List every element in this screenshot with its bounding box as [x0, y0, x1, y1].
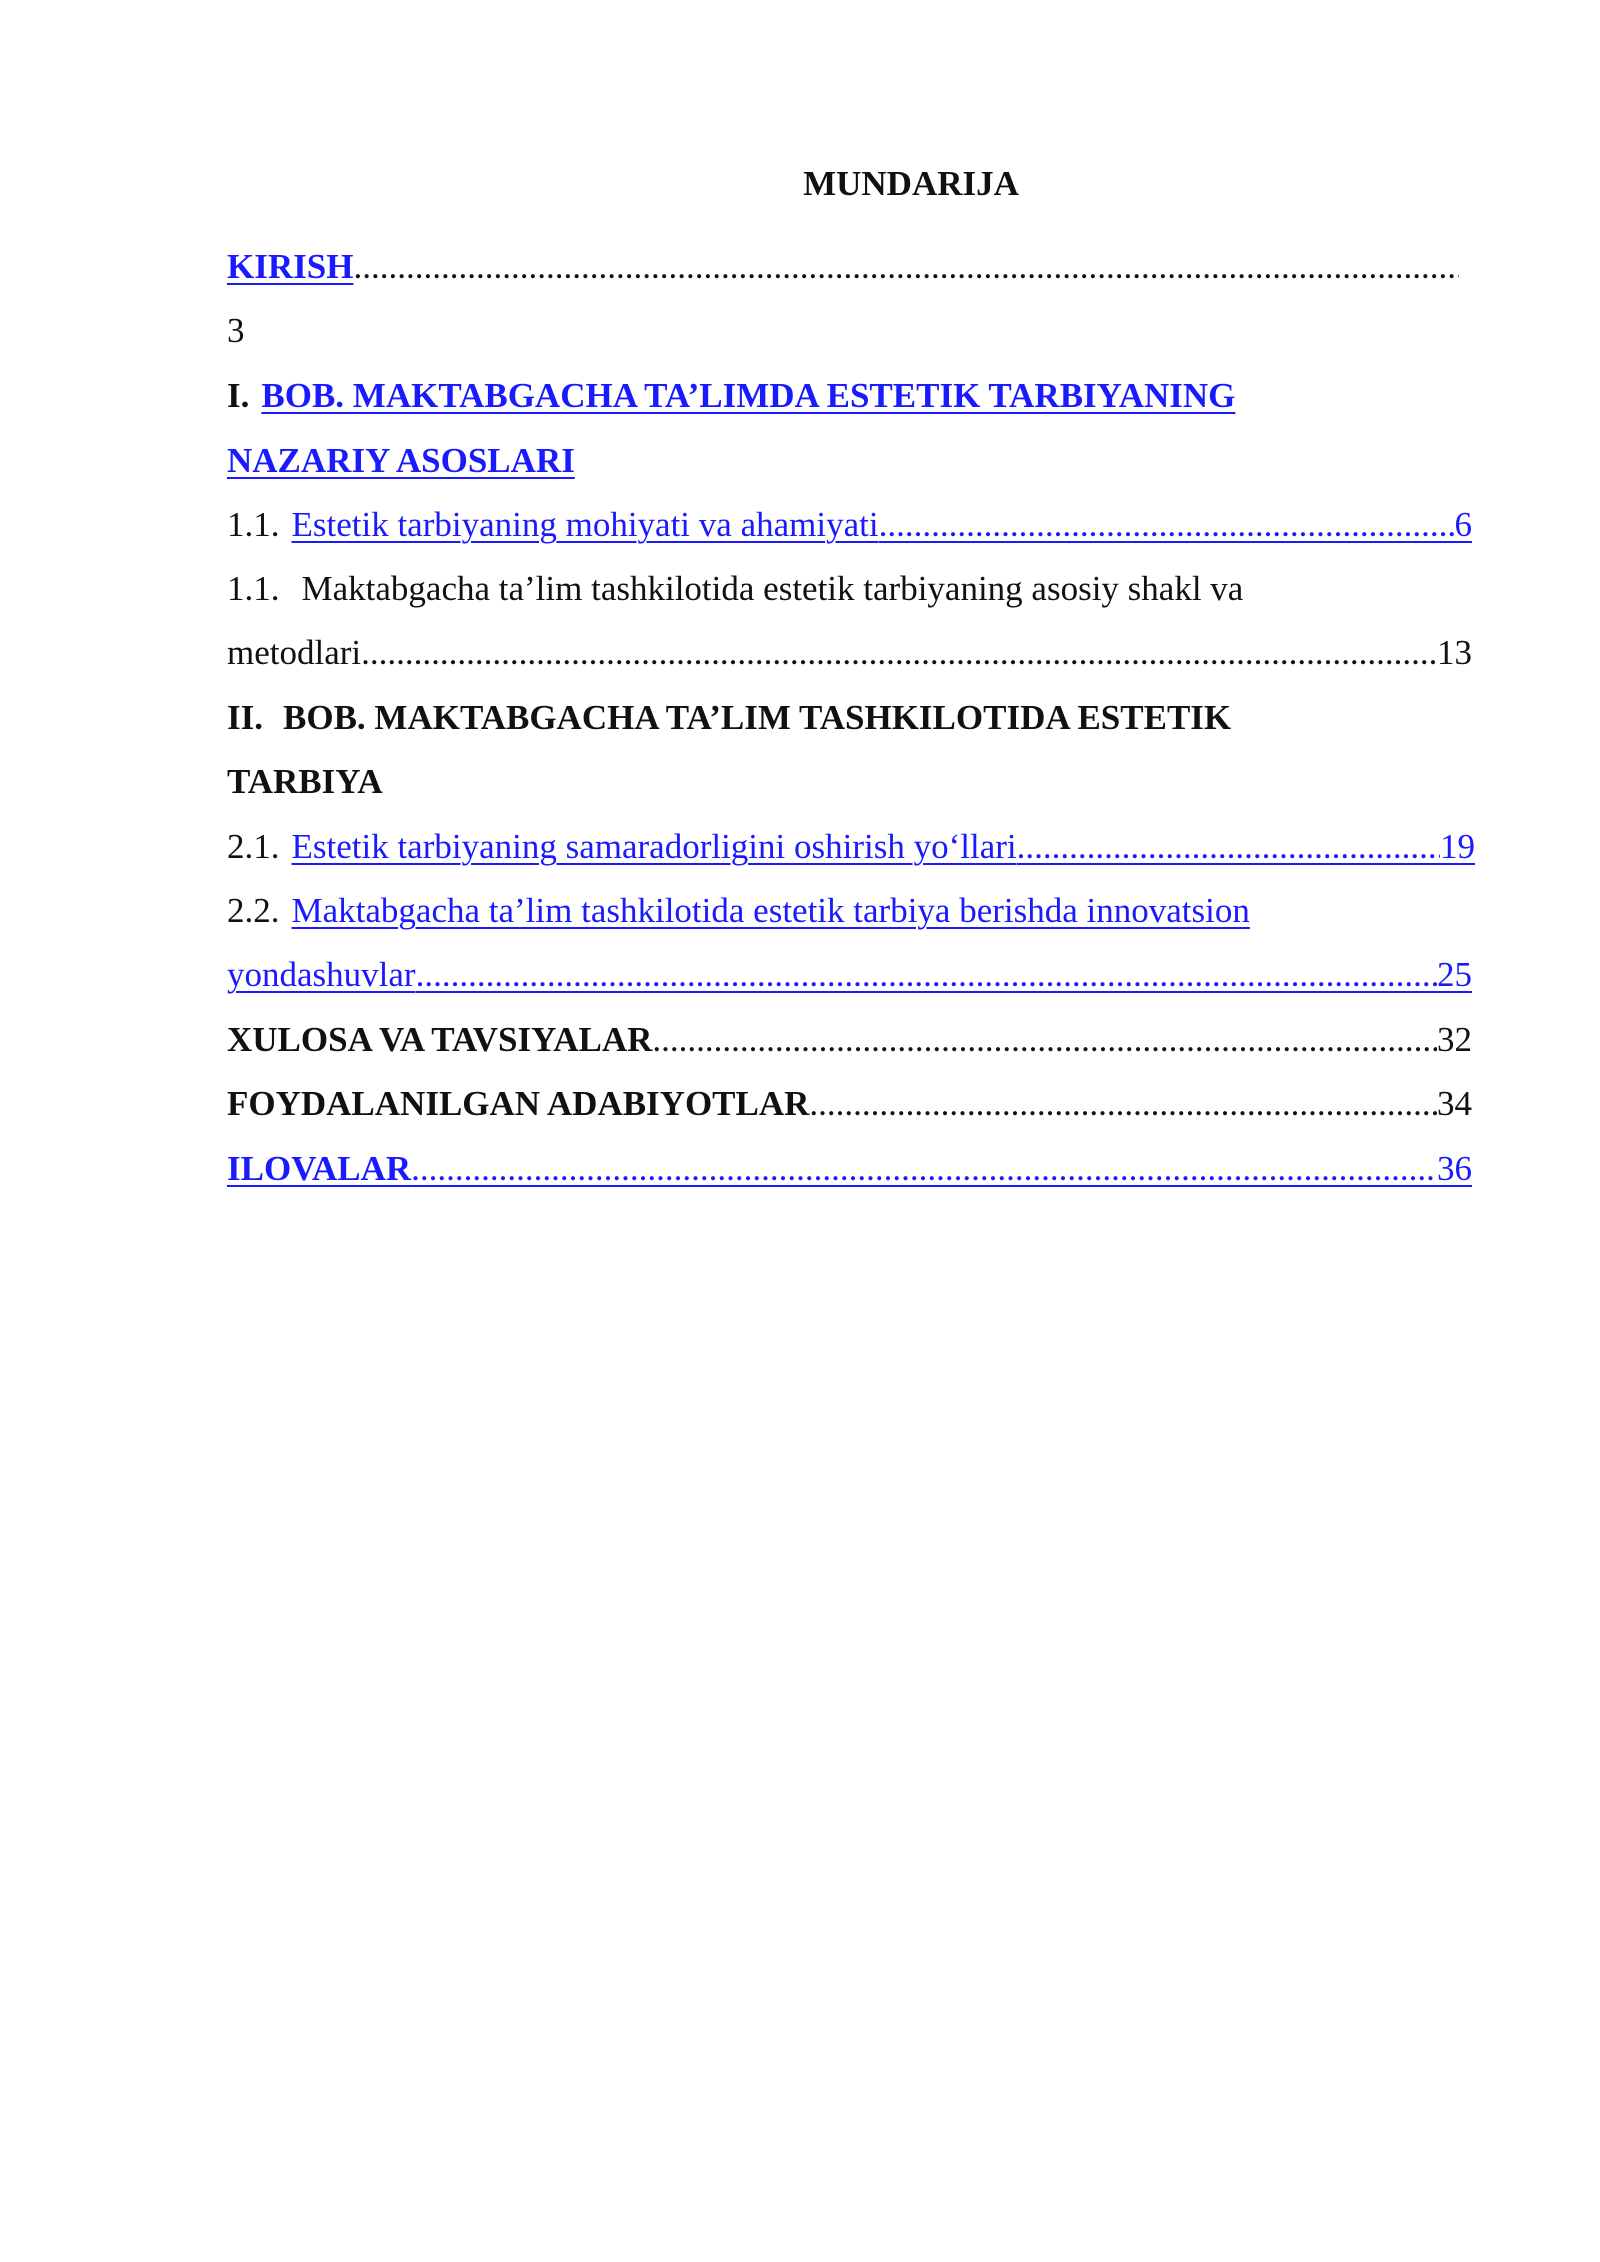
toc-text-1-1b-cont[interactable]: metodlari [227, 633, 362, 672]
toc-entry-chapter-2-cont[interactable] [227, 750, 1472, 814]
toc-entry-adabiyotlar[interactable] [227, 1072, 1472, 1136]
page-number: 13 [1437, 633, 1472, 672]
dot-leader [809, 1072, 1437, 1136]
dot-leader [879, 493, 1455, 557]
page-number: 34 [1437, 1084, 1472, 1123]
chapter-number: I. [227, 376, 250, 415]
toc-page-kirish [227, 299, 1472, 363]
section-number: 2.2. [227, 891, 280, 930]
toc-entry-2-1[interactable] [227, 815, 1475, 879]
toc-link-chapter-1[interactable]: BOB. MAKTABGACHA TA’LIMDA ESTETIK TARBIYANING [261, 376, 1236, 415]
toc-entry-1-1b-cont[interactable] [227, 621, 1472, 685]
toc-link-2-1[interactable]: Estetik tarbiyaning samaradorligini oshirish yo‘llari [291, 827, 1017, 866]
dot-leader [361, 621, 1437, 685]
toc-entry-1-1[interactable] [227, 493, 1472, 557]
page-number[interactable]: 6 [1454, 505, 1472, 544]
toc-link-2-2[interactable]: Maktabgacha ta’lim tashkilotida estetik tarbiya berishda innovatsion [291, 891, 1250, 930]
dot-leader [353, 235, 1459, 299]
toc-entry-2-2-cont[interactable] [227, 943, 1472, 1007]
dot-leader [416, 943, 1437, 1007]
chapter-number: II. [227, 698, 263, 737]
page-number[interactable]: 36 [1437, 1149, 1472, 1188]
dot-leader [411, 1137, 1437, 1201]
page-title: MUNDARIJA [803, 164, 1019, 203]
toc-text-chapter-2-cont[interactable]: TARBIYA [227, 762, 383, 801]
toc-text-adabiyotlar[interactable]: FOYDALANILGAN ADABIYOTLAR [227, 1084, 810, 1123]
page-number[interactable]: 19 [1440, 827, 1475, 866]
page-number: 3 [227, 311, 245, 350]
dot-leader [1017, 815, 1440, 879]
toc-link-ilovalar[interactable]: ILOVALAR [227, 1149, 412, 1188]
toc-entry-1-1b[interactable] [227, 557, 1472, 621]
section-number: 2.1. [227, 827, 280, 866]
toc-entry-chapter-1[interactable] [227, 364, 1472, 428]
toc-entry-chapter-2[interactable] [227, 686, 1472, 750]
toc-entry-xulosa[interactable] [227, 1008, 1472, 1072]
toc-entry-ilovalar[interactable] [227, 1137, 1472, 1201]
dot-leader [652, 1008, 1437, 1072]
section-number: 1.1. [227, 505, 280, 544]
toc-link-kirish[interactable]: KIRISH [227, 247, 354, 286]
toc-link-chapter-1-cont[interactable]: NAZARIY ASOSLARI [227, 441, 575, 480]
toc-entry-chapter-1-cont[interactable] [227, 429, 1472, 493]
toc-text-xulosa[interactable]: XULOSA VA TAVSIYALAR [227, 1020, 653, 1059]
toc-entry-kirish[interactable] [227, 235, 1459, 299]
page-number: 32 [1437, 1020, 1472, 1059]
toc-entry-2-2[interactable] [227, 879, 1472, 943]
toc-link-1-1[interactable]: Estetik tarbiyaning mohiyati va ahamiyati [291, 505, 879, 544]
section-number: 1.1. [227, 569, 280, 608]
page-number[interactable]: 25 [1437, 955, 1472, 994]
toc-link-2-2-cont[interactable]: yondashuvlar [227, 955, 416, 994]
toc-text-chapter-2[interactable]: BOB. MAKTABGACHA TA’LIM TASHKILOTIDA ESTETIK [283, 698, 1232, 737]
toc-text-1-1b[interactable]: Maktabgacha ta’lim tashkilotida estetik tarbiyaning asosiy shakl va [301, 569, 1244, 608]
